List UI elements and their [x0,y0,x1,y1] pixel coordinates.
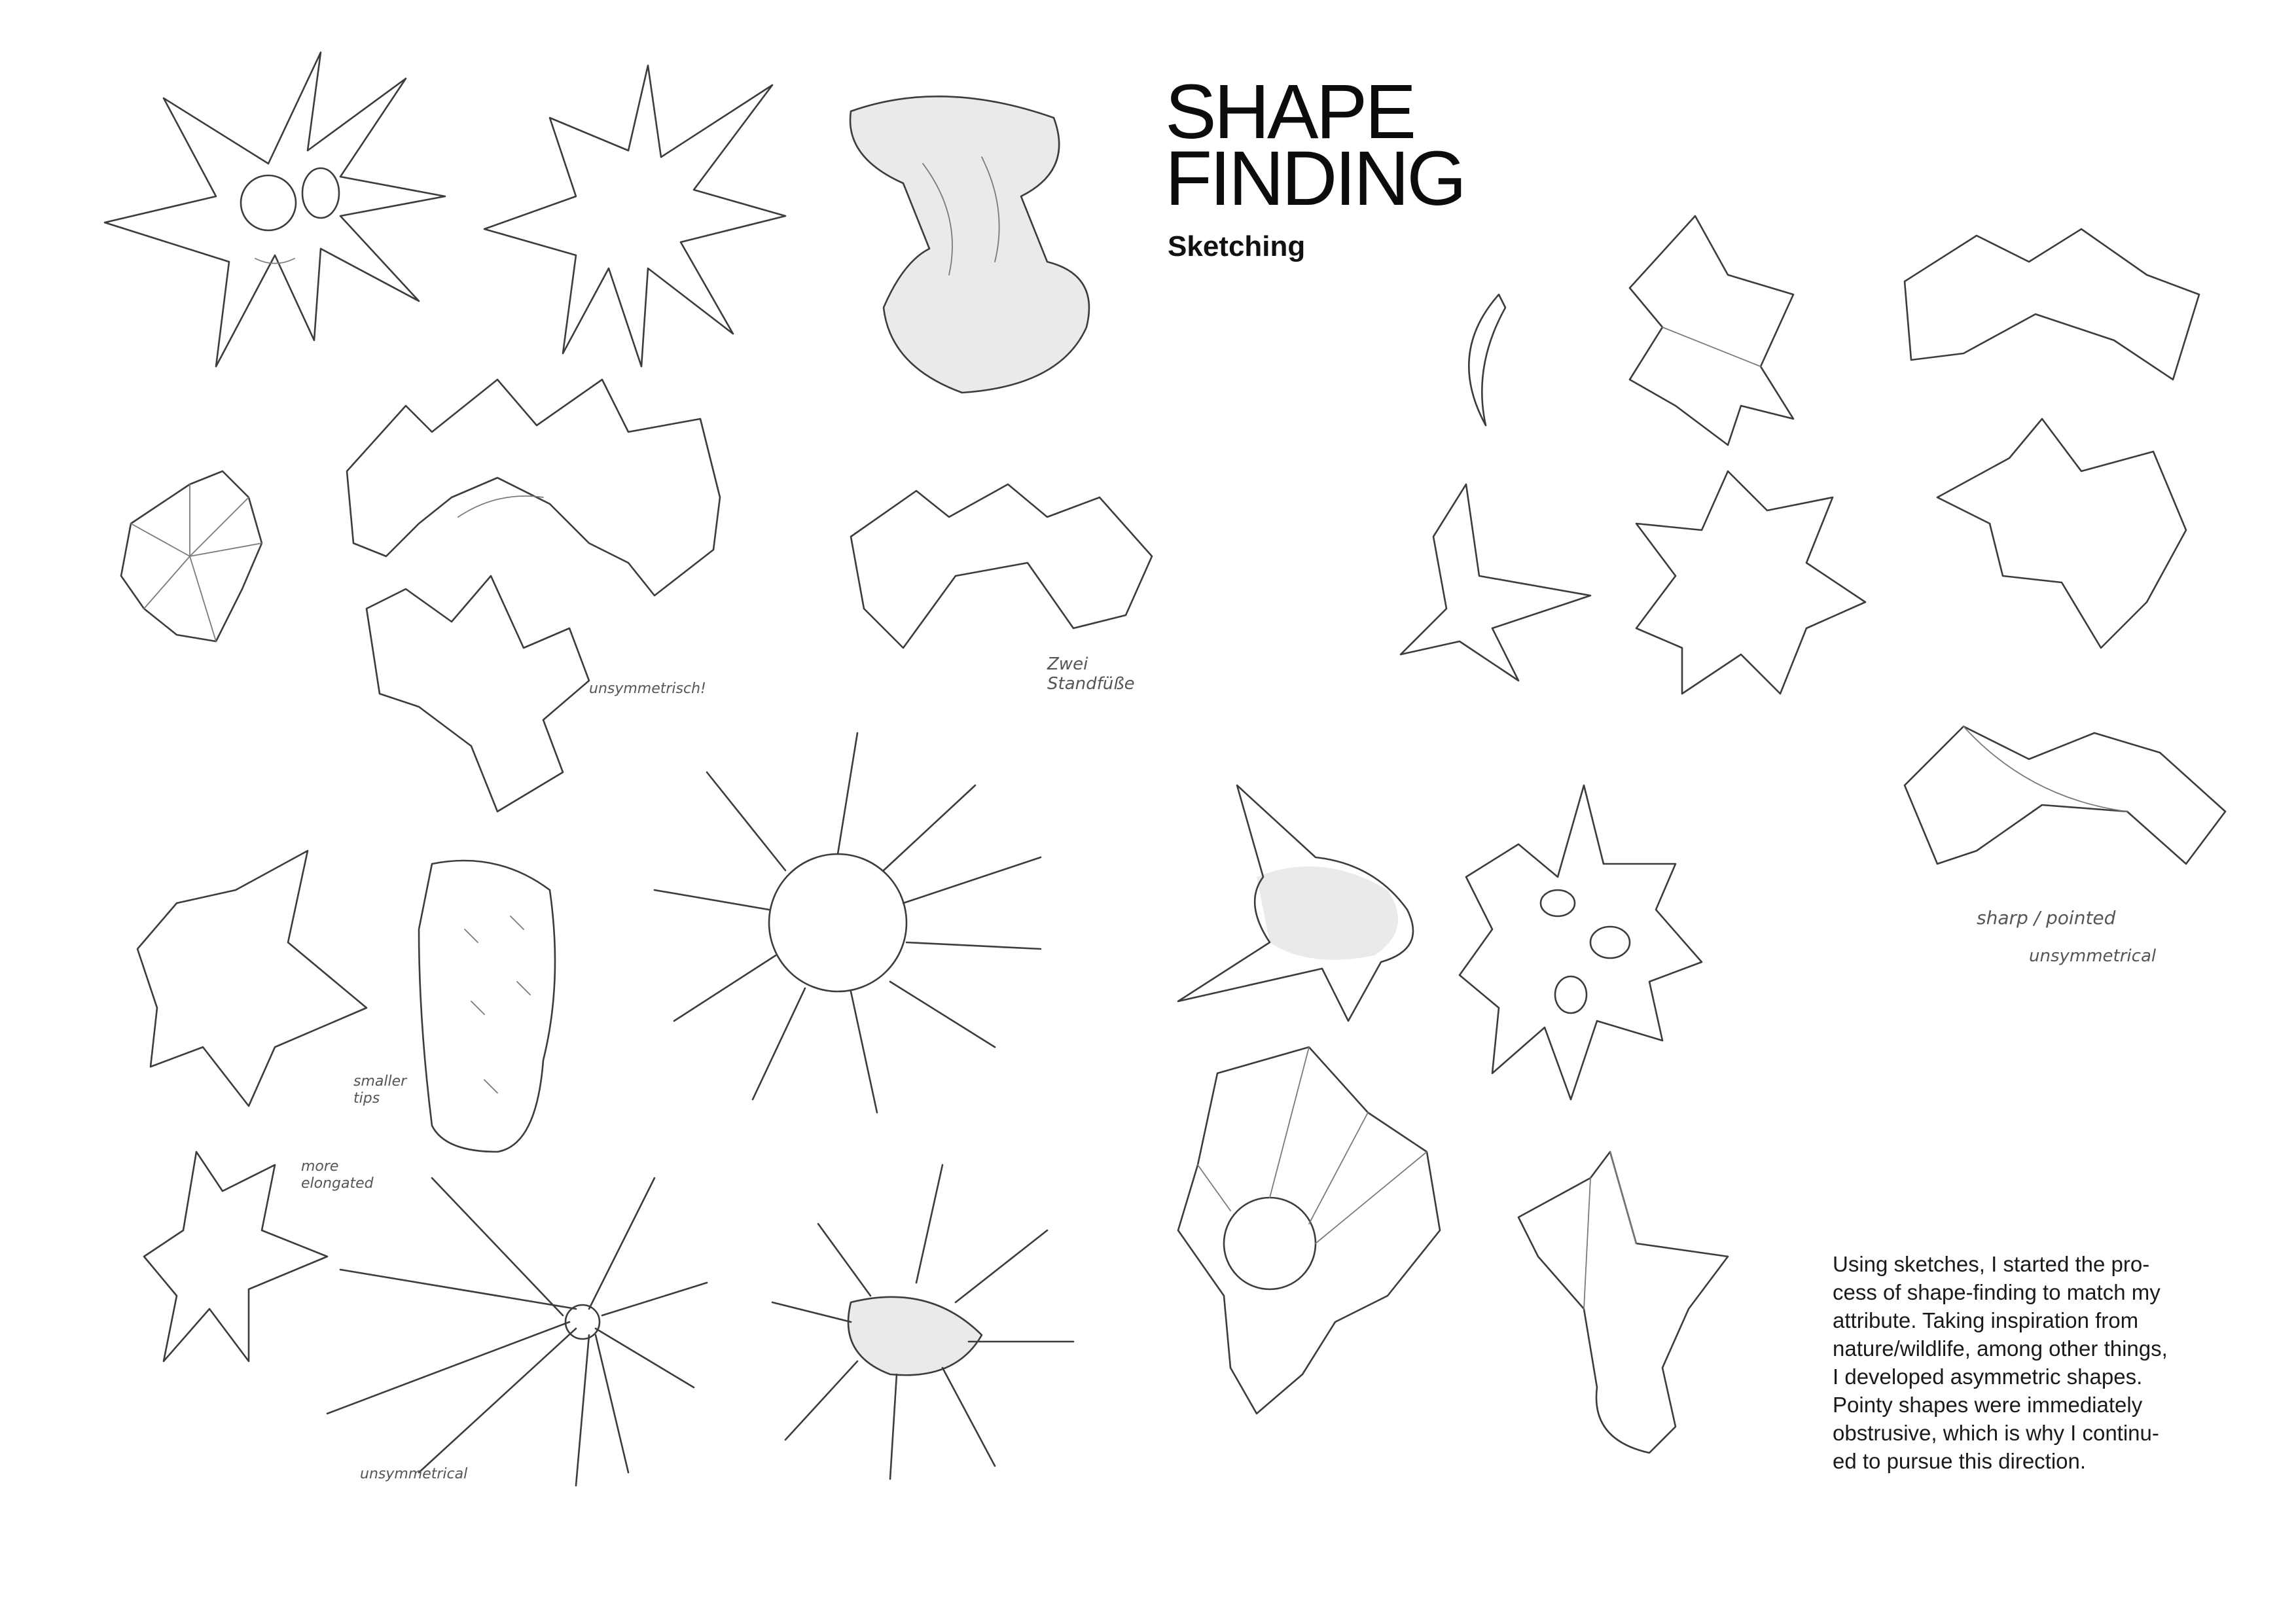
annotation-unsymmetrisch: unsymmetrisch! [589,681,706,697]
sketch-arch-right-top [1905,229,2199,380]
sketch-horned-shape [1178,785,1413,1021]
sketch-spiky-ball-holes [1460,785,1702,1099]
title-line-2: FINDING [1165,135,1465,222]
sketch-crescent [1469,294,1505,425]
page-subtitle: Sketching [1168,230,1306,262]
title-line-1: SHAPE [1165,69,1414,155]
annotation-zwei-standfusse: Zwei Standfüße [1047,654,1135,694]
sketch-cloud-spiky [347,380,720,596]
sketch-spiky-star [484,65,785,366]
sketch-arch-mid-right [1937,419,2186,648]
sketch-radiating-spikes [327,1178,707,1486]
description-paragraph: Using sketches, I started the pro- cess of shape-finding to match my attribute. Taking inspiration from nature/wildlife, among other things, I developed asymmetric shapes. Pointy shapes were immediately obstrusive, which is why I continu- ed to pursue this direction. [1833,1252,2168,1473]
sketch-four-point-star [1401,484,1590,681]
sketch-arch-bottom-right [1905,726,2225,864]
sketch-star-bottom-left [144,1152,327,1361]
annotation-sharp-pointed: sharp / pointed [1977,907,2116,929]
sketch-spiky-star-holes [105,52,445,366]
sketch-star-diamond [1630,216,1793,445]
sketch-twisted-sculpture [850,96,1089,393]
annotation-smaller-tips: smaller tips [353,1073,407,1107]
annotation-unsymmetrical-bottom: unsymmetrical [360,1466,468,1482]
sketch-stained-glass [1178,1047,1440,1414]
sketch-faceted-ball [121,471,262,641]
sketch-spiky-sculpture [772,1165,1073,1479]
sketch-hook-shape [367,576,589,812]
sketch-bumpy-blob [419,861,555,1152]
sketch-talon-shape [1518,1152,1728,1453]
sketch-arch-two-feet [851,484,1152,648]
annotation-unsymmetrical-right: unsymmetrical [2029,946,2157,966]
sketch-spiky-star-mid-right [1636,471,1865,694]
sketch-star-mid-left [137,851,367,1106]
sketch-sea-urchin [655,733,1041,1113]
annotation-more-elongated: more elongated [301,1158,374,1192]
